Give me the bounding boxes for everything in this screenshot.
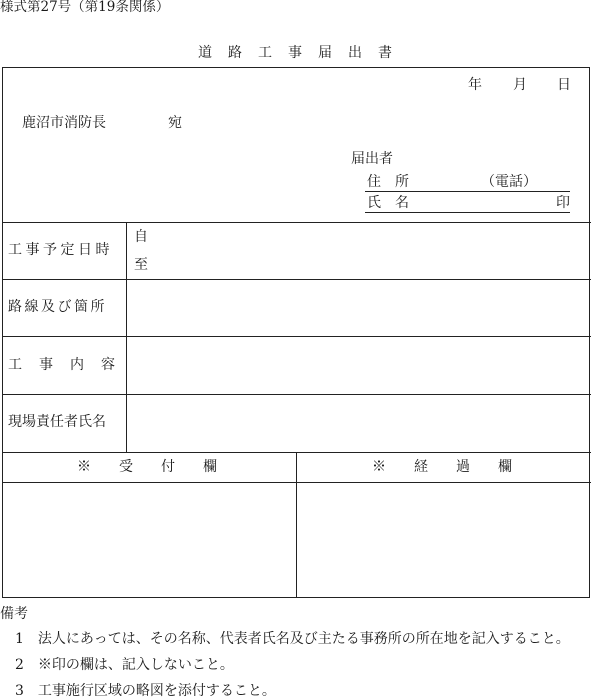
content-label: 工 事 内 容 bbox=[8, 357, 117, 373]
notes-heading: 備考 bbox=[0, 606, 28, 622]
divider-supervisor bbox=[3, 452, 591, 453]
document-title: 道 路 工 事 届 出 書 bbox=[198, 45, 393, 61]
divider-location bbox=[3, 336, 591, 337]
note-item-3: 3 工事施行区域の略図を添付すること。 bbox=[15, 683, 276, 699]
applicant-heading: 届出者 bbox=[351, 151, 393, 167]
divider-header bbox=[3, 222, 591, 223]
form-number: 様式第27号（第19条関係） bbox=[0, 0, 170, 15]
schedule-to: 至 bbox=[134, 257, 148, 273]
addressee-suffix: 宛 bbox=[168, 115, 182, 131]
divider-bottom-header bbox=[3, 482, 591, 483]
label-column-divider bbox=[126, 222, 127, 452]
bottom-column-divider bbox=[296, 452, 297, 598]
schedule-from: 自 bbox=[134, 229, 148, 245]
name-underline bbox=[365, 212, 570, 213]
date-day: 日 bbox=[557, 77, 571, 93]
form-table bbox=[2, 67, 590, 598]
divider-content bbox=[3, 394, 591, 395]
date-year: 年 bbox=[468, 77, 482, 93]
addressee-name: 鹿沼市消防長 bbox=[22, 115, 106, 131]
schedule-label: 工事予定日時 bbox=[8, 242, 113, 258]
note-item-2: 2 ※印の欄は、記入しないこと。 bbox=[15, 657, 234, 673]
divider-schedule bbox=[3, 279, 591, 280]
address-underline bbox=[365, 191, 570, 192]
applicant-address-label: 住 所 bbox=[367, 174, 409, 190]
applicant-seal: 印 bbox=[556, 195, 570, 211]
progress-column-header: ※ 経 過 欄 bbox=[372, 459, 512, 475]
location-label: 路線及び箇所 bbox=[8, 299, 107, 315]
applicant-name-label: 氏 名 bbox=[367, 195, 409, 211]
note-item-1: 1 法人にあっては、その名称、代表者氏名及び主たる事務所の所在地を記入すること。 bbox=[15, 631, 570, 647]
supervisor-label: 現場責任者氏名 bbox=[8, 414, 106, 430]
reception-column-header: ※ 受 付 欄 bbox=[77, 459, 217, 475]
applicant-phone-label: （電話） bbox=[481, 174, 537, 190]
date-month: 月 bbox=[513, 77, 527, 93]
